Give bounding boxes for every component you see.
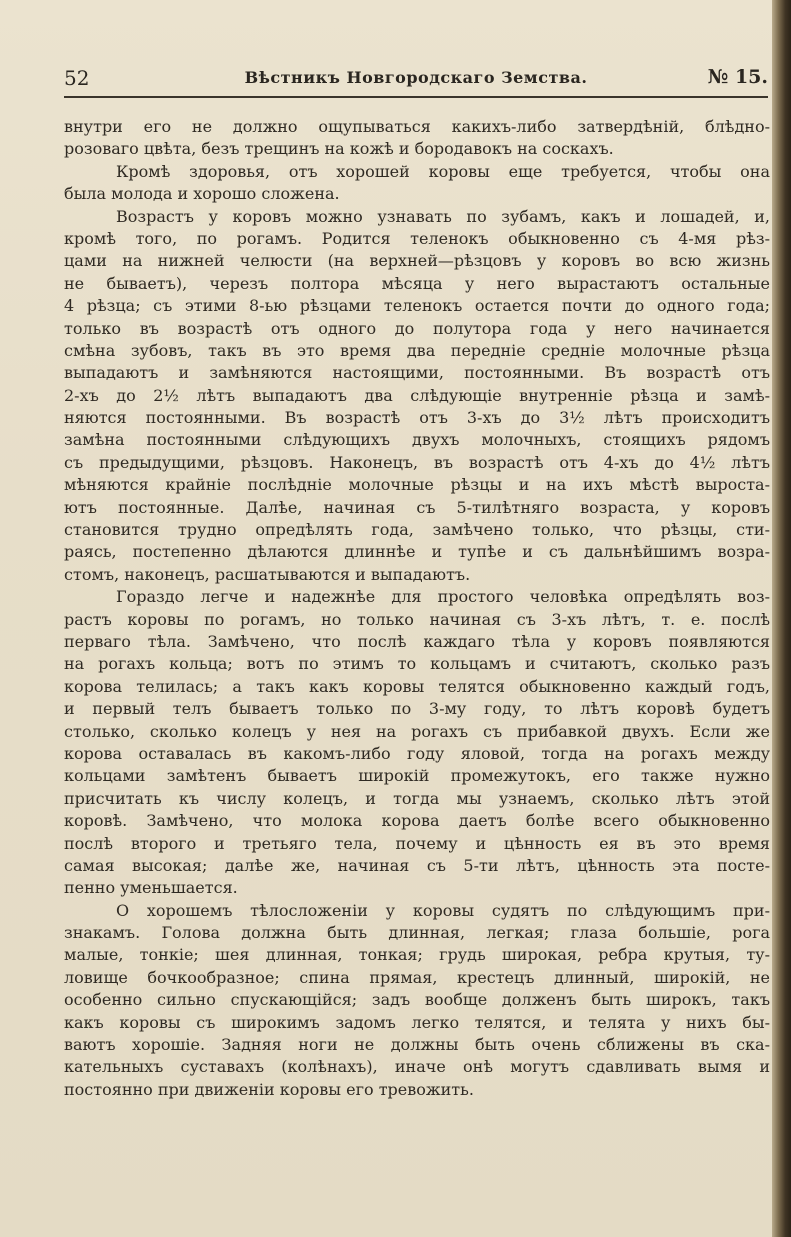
paragraph [64,161,770,206]
paragraph [64,586,770,899]
text-line: малые, тонкіе; шея длинная, тонкая; грудь широкая, ребра крутыя, ту- [64,945,770,965]
text-line: становится трудно опредѣлять года, замѣчено только, что рѣзцы, сти- [64,520,770,540]
text-line: знакамъ. Голова должна быть длинная, легкая; глаза большіе, рога [64,923,770,943]
text-line: корова телилась; а такъ какъ коровы телятся обыкновенно каждый годъ, [64,676,770,696]
header-rule [64,96,768,98]
text-line: внутри его не должно ощупываться какихъ-либо затвердѣній, блѣдно- [64,117,770,136]
text-line: розоваго цвѣта, безъ трещинъ на кожѣ и бородавокъ на соскахъ. [64,139,614,159]
journal-title: Вѣстникъ Новгородскаго Земства. [244,68,588,87]
text-line: и первый телъ бываетъ только по 3-му году, то лѣтъ коровѣ будетъ [64,699,770,719]
paragraph [64,900,770,1102]
paragraph [64,206,770,587]
text-line: ютъ постоянные. Далѣе, начиная съ 5-тилѣтняго возраста, у коровъ [64,497,770,517]
text-line: пенно уменьшается. [64,878,238,898]
text-line: не бываетъ), черезъ полтора мѣсяца у него вырастаютъ остальные [64,273,770,293]
text-line: какъ коровы съ широкимъ задомъ легко телятся, и телята у нихъ бы- [64,1012,770,1032]
text-line: мѣняются крайніе послѣдніе молочные рѣзцы и на ихъ мѣстѣ выроста- [64,475,770,495]
text-line: цами на нижней челюсти (на верхней—рѣзцовъ у коровъ во всю жизнь [64,251,770,271]
text-line: присчитать къ числу колецъ, и тогда мы узнаемъ, сколько лѣтъ этой [64,788,770,808]
text-line: кромѣ того, по рогамъ. Родится теленокъ обыкновенно съ 4-мя рѣз- [64,228,770,248]
text-line: О хорошемъ тѣлосложеніи у коровы судятъ по слѣдующимъ при- [116,900,770,920]
text-line: раясь, постепенно дѣлаются длиннѣе и тупѣе и съ дальнѣйшимъ возра- [64,542,770,562]
text-line: столько, сколько колецъ у нея на рогахъ съ прибавкой двухъ. Если же [64,721,770,741]
text-line: только въ возрастѣ отъ одного до полутора года у него начинается [64,318,770,338]
text-line: ловище бочкообразное; спина прямая, крестецъ длинный, широкій, не [64,967,770,987]
text-line: Возрастъ у коровъ можно узнавать по зубамъ, какъ и лошадей, и, [116,206,770,226]
text-line: особенно сильно спускающійся; задъ вообще долженъ быть широкъ, такъ [64,990,770,1010]
text-line: няются постоянными. Въ возрастѣ отъ 3-хъ до 3½ лѣтъ происходитъ [64,408,770,428]
text-line: была молода и хорошо сложена. [64,184,340,204]
paragraph [64,116,770,161]
page-number: 52 [64,66,90,90]
text-line: смѣна зубовъ, такъ въ это время два переднiе средніе молочные рѣзца [64,340,770,360]
text-line: самая высокая; далѣе же, начиная съ 5-ти лѣтъ, цѣнность эта посте- [64,855,770,875]
text-line: 4 рѣзца; съ этими 8-ью рѣзцами теленокъ остается почти до одного года; [64,296,770,316]
text-line: съ предыдущими, рѣзцовъ. Наконецъ, въ возрастѣ отъ 4-хъ до 4½ лѣтъ [64,452,770,472]
text-line: растъ коровы по рогамъ, но только начиная съ 3-хъ лѣтъ, т. е. послѣ [64,609,770,629]
text-line: кольцами замѣтенъ бываетъ широкій промежутокъ, его также нужно [64,766,770,786]
text-line: Кромѣ здоровья, отъ хорошей коровы еще требуется, чтобы она [116,161,770,181]
text-line: на рогахъ кольца; вотъ по этимъ то кольцамъ и считаютъ, сколько разъ [64,654,770,674]
running-header [64,66,768,96]
text-line: корова оставалась въ какомъ-либо году яловой, тогда на рогахъ между [64,743,770,763]
text-line: постоянно при движеніи коровы его тревожить. [64,1079,474,1099]
text-line: перваго тѣла. Замѣчено, что послѣ каждаго тѣла у коровъ появляются [64,631,770,651]
text-line: кательныхъ суставахъ (колѣнахъ), иначе онѣ могутъ сдавливать вымя и [64,1057,770,1077]
issue-number: № 15. [707,66,768,88]
text-line: замѣна постоянными слѣдующихъ двухъ молочныхъ, стоящихъ рядомъ [64,430,770,450]
text-line: ваютъ хорошіе. Задняя ноги не должны быть очень сближены въ ска- [64,1035,770,1055]
text-line: Гораздо легче и надежнѣе для простого человѣка опредѣлять воз- [116,587,770,607]
text-line: стомъ, наконецъ, расшатываются и выпадаютъ. [64,564,471,584]
text-line: послѣ второго и третьяго тела, почему и цѣнность ея въ это время [64,833,770,853]
text-line: выпадаютъ и замѣняются настоящими, постоянными. Въ возрастѣ отъ [64,363,770,383]
article-body [64,116,770,1101]
text-line: 2-хъ до 2½ лѣтъ выпадаютъ два слѣдующіе внутренніе рѣзца и замѣ- [64,385,770,405]
book-spine-edge [772,0,791,1237]
text-line: коровѣ. Замѣчено, что молока корова даетъ болѣе всего обыкновенно [64,811,770,831]
